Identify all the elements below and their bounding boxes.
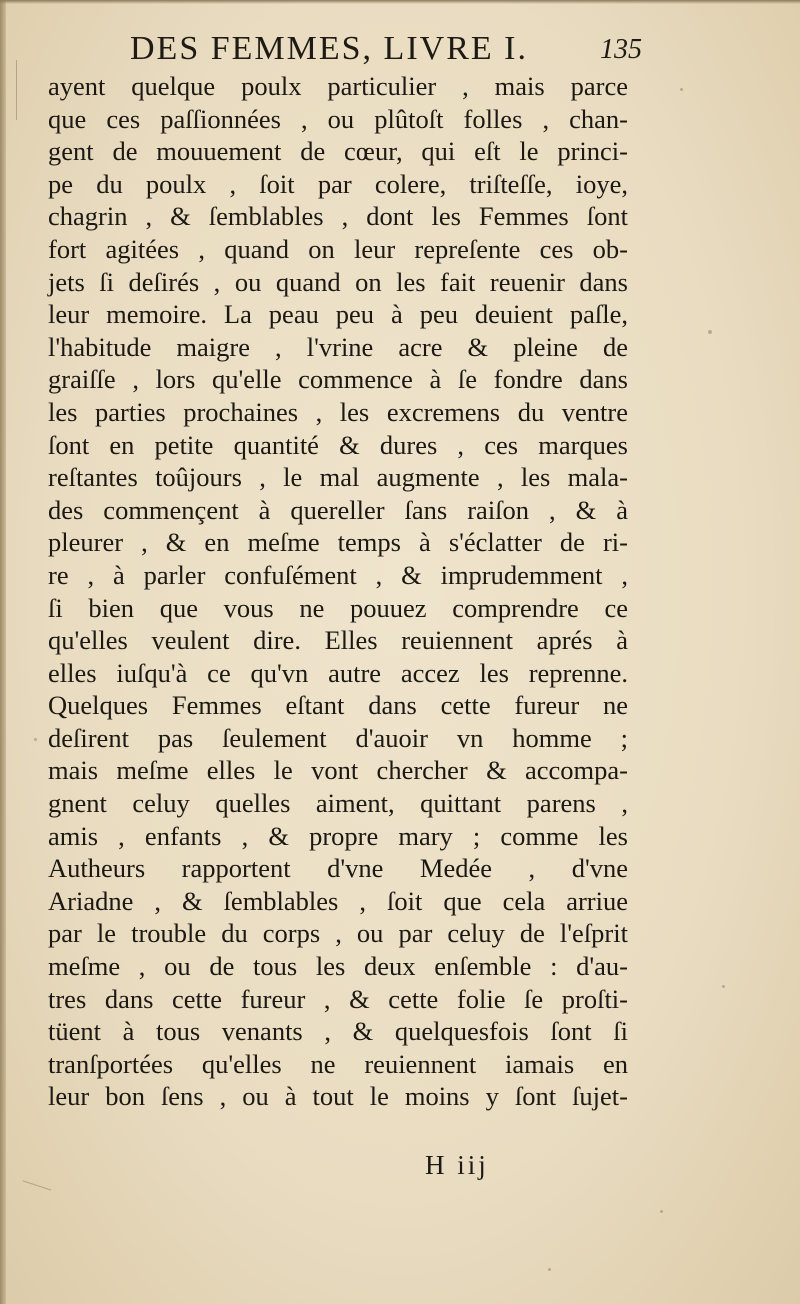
text-line: mais meſme elles le vont chercher & accompa- bbox=[48, 755, 628, 786]
paper-speck bbox=[708, 330, 712, 334]
text-line: tres dans cette fureur , & cette folie ſe proſti- bbox=[48, 983, 628, 1014]
text-line: ſi bien que vous ne pouuez comprendre ce bbox=[48, 592, 628, 623]
paper-mark bbox=[23, 1180, 52, 1190]
body-text bbox=[48, 70, 628, 1113]
text-line: l'habitude maigre , l'vrine acre & pleine de bbox=[48, 331, 628, 362]
text-line: reſtantes toûjours , le mal augmente , les mala- bbox=[48, 462, 628, 493]
text-line: gent de mouuement de cœur, qui eſt le princi- bbox=[48, 136, 628, 167]
paper-speck bbox=[34, 738, 37, 741]
text-line: les parties prochaines , les excremens du ventre bbox=[48, 396, 628, 427]
page-top-edge bbox=[0, 0, 800, 4]
running-head-title: DES FEMMES, LIVRE I. bbox=[130, 30, 528, 67]
text-line: ſont en petite quantité & dures , ces marques bbox=[48, 429, 628, 460]
text-line: tüent à tous venants , & quelquesfois ſont ſi bbox=[48, 1016, 628, 1047]
text-line: chagrin , & ſemblables , dont les Femmes ſont bbox=[48, 201, 628, 232]
text-line: ayent quelque poulx particulier , mais parce bbox=[48, 71, 628, 101]
text-line: Quelques Femmes eſtant dans cette fureur ne bbox=[48, 690, 628, 721]
text-line: amis , enfants , & propre mary ; comme les bbox=[48, 820, 628, 851]
text-line: re , à parler confuſément , & imprudemment , bbox=[48, 559, 628, 590]
text-line: tranſportées qu'elles ne reuiennent iamais en bbox=[48, 1048, 628, 1079]
page-number: 135 bbox=[600, 34, 642, 65]
text-line: jets ſi deſirés , ou quand on les fait reuenir dans bbox=[48, 266, 628, 297]
text-line: leur memoire. La peau peu à peu deuient paſle, bbox=[48, 299, 628, 330]
text-line: Ariadne , & ſemblables , ſoit que cela arriue bbox=[48, 885, 628, 916]
text-line: par le trouble du corps , ou par celuy de l'eſprit bbox=[48, 918, 628, 949]
text-line: pleurer , & en meſme temps à s'éclatter de ri- bbox=[48, 527, 628, 558]
text-line: Autheurs rapportent d'vne Medée , d'vne bbox=[48, 853, 628, 884]
text-line: pe du poulx , ſoit par colere, triſteſſe, ioye, bbox=[48, 168, 628, 199]
text-line: leur bon ſens , ou à tout le moins y ſont ſujet- bbox=[48, 1081, 628, 1112]
text-line: deſirent pas ſeulement d'auoir vn homme ; bbox=[48, 722, 628, 753]
paper-speck bbox=[548, 1268, 551, 1271]
text-line: des commençent à quereller ſans raiſon , & à bbox=[48, 494, 628, 525]
paper-speck bbox=[722, 985, 725, 988]
page-binding-edge bbox=[0, 0, 6, 1304]
text-line: gnent celuy quelles aiment, quittant parens , bbox=[48, 788, 628, 819]
text-line: fort agitées , quand on leur repreſente ces ob- bbox=[48, 233, 628, 264]
running-head bbox=[52, 30, 642, 74]
text-line: qu'elles veulent dire. Elles reuiennent aprés à bbox=[48, 625, 628, 656]
text-line: que ces paſſionnées , ou plûtoſt folles , chan- bbox=[48, 103, 628, 134]
text-line: graiſſe , lors qu'elle commence à ſe fondre dans bbox=[48, 364, 628, 395]
signature-mark: H iij bbox=[425, 1150, 489, 1180]
text-line: meſme , ou de tous les deux enſemble : d'au- bbox=[48, 951, 628, 982]
text-line: elles iuſqu'à ce qu'vn autre accez les reprenne. bbox=[48, 657, 628, 688]
paper-speck bbox=[680, 88, 683, 91]
paper-speck bbox=[660, 1210, 663, 1213]
paper-mark bbox=[16, 60, 17, 120]
